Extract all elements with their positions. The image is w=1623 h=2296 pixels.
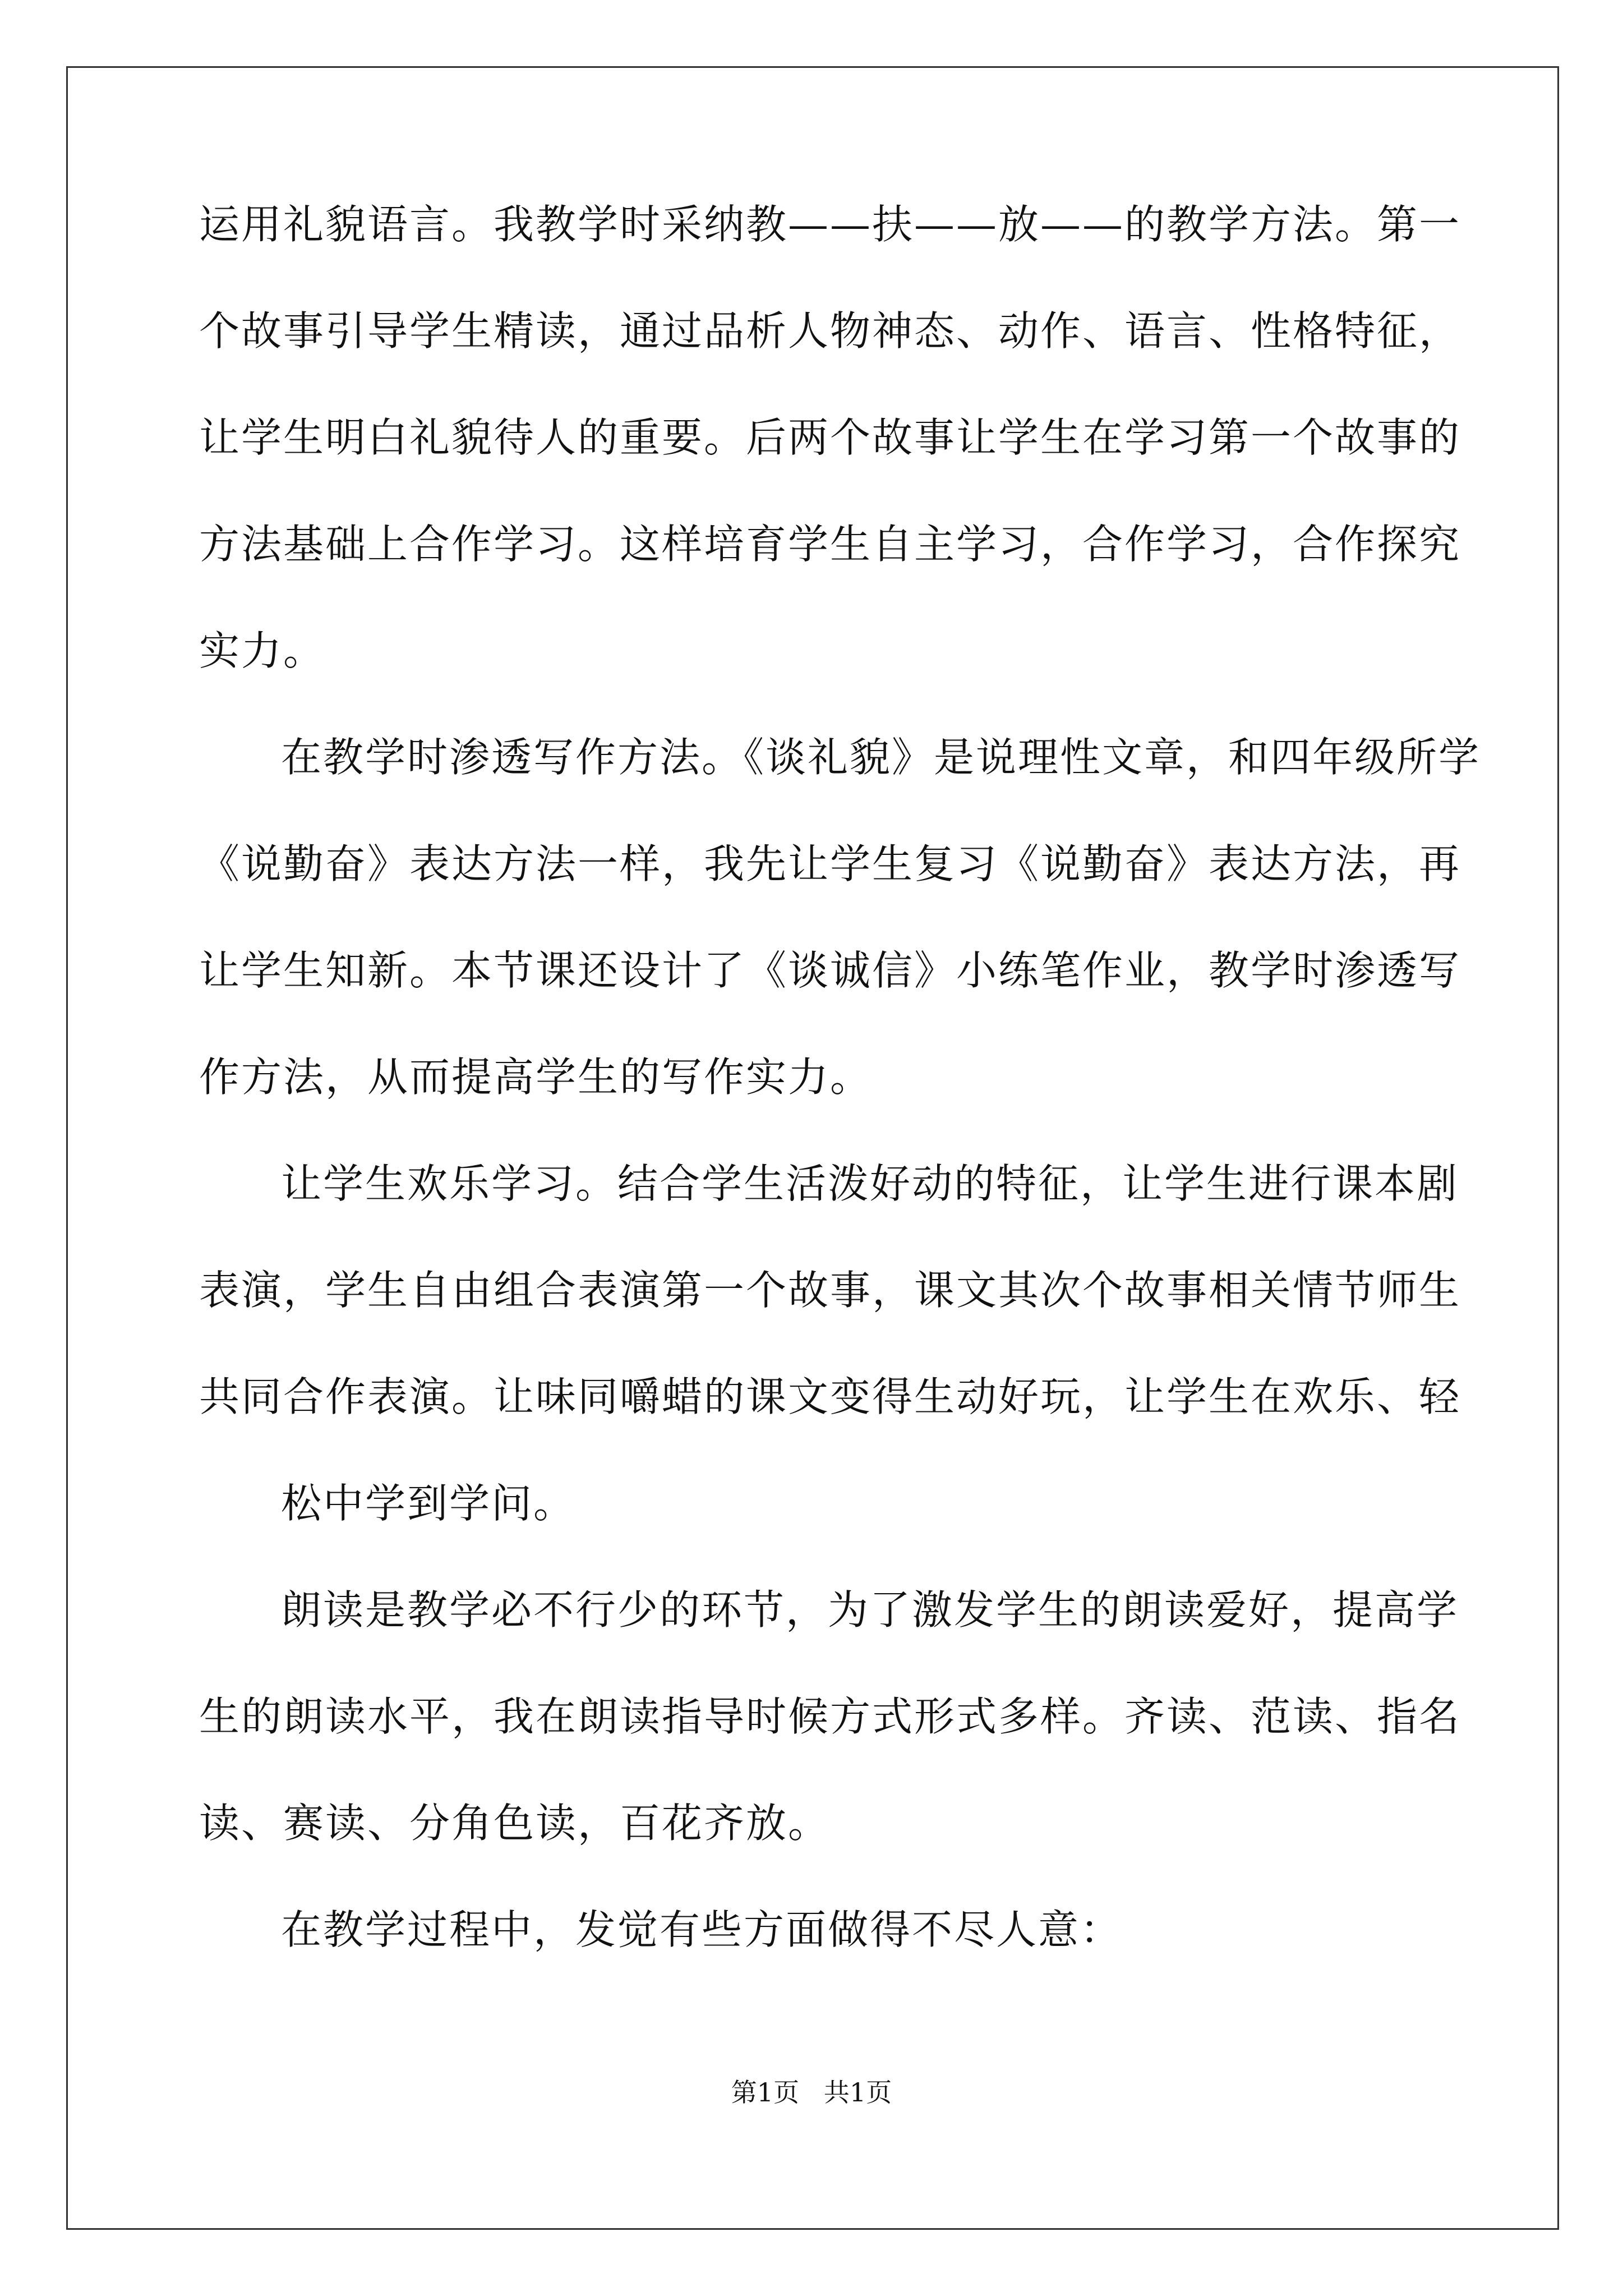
text-line: 方法基础上合作学习。这样培育学生自主学习，合作学习，合作探究	[199, 521, 1461, 568]
paragraph-start-line: 在教学过程中，发觉有些方面做得不尽人意：	[281, 1906, 1123, 1953]
text-line: 松中学到学问。	[281, 1480, 576, 1527]
paragraph-start-line: 让学生欢乐学习。结合学生活泼好动的特征，让学生进行课本剧	[281, 1160, 1459, 1207]
text-line: 《说勤奋》表达方法一样，我先让学生复习《说勤奋》表达方法，再	[199, 840, 1461, 887]
paragraph-start-line: 在教学时渗透写作方法。《谈礼貌》是说理性文章，和四年级所学	[281, 734, 1481, 781]
text-line: 生的朗读水平，我在朗读指导时候方式形式多样。齐读、范读、指名	[199, 1693, 1461, 1740]
page-footer: 第1页 共1页	[731, 2077, 892, 2108]
text-line: 作方法，从而提高学生的写作实力。	[199, 1053, 873, 1101]
text-line: 运用礼貌语言。我教学时采纳教——扶——放——的教学方法。第一	[199, 201, 1461, 248]
text-line: 让学生明白礼貌待人的重要。后两个故事让学生在学习第一个故事的	[199, 414, 1461, 461]
text-line: 共同合作表演。让味同嚼蜡的课文变得生动好玩，让学生在欢乐、轻	[199, 1373, 1461, 1420]
text-line: 表演，学生自由组合表演第一个故事，课文其次个故事相关情节师生	[199, 1267, 1461, 1314]
text-line: 读、赛读、分角色读，百花齐放。	[199, 1800, 831, 1847]
text-line: 个故事引导学生精读，通过品析人物神态、动作、语言、性格特征，	[199, 307, 1461, 355]
text-line: 实力。	[199, 627, 326, 674]
paragraph-start-line: 朗读是教学必不行少的环节，为了激发学生的朗读爱好，提高学	[281, 1586, 1459, 1634]
text-line: 让学生知新。本节课还设计了《谈诚信》小练笔作业，教学时渗透写	[199, 947, 1461, 994]
